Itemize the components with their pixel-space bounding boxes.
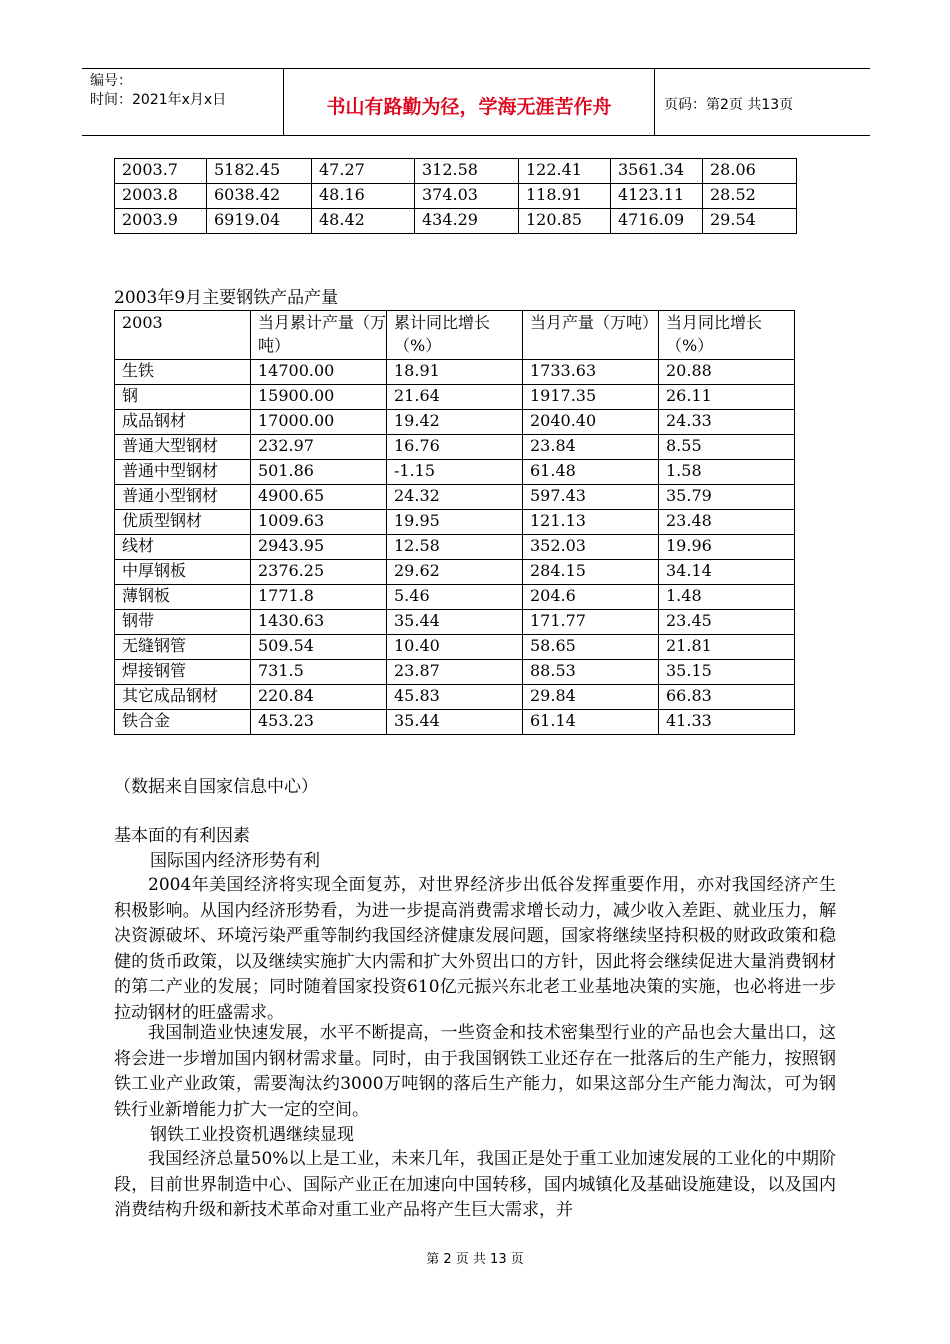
table-cell: 204.6 — [523, 585, 659, 610]
table-cell: 23.48 — [659, 510, 795, 535]
table-cell: 普通中型钢材 — [115, 460, 251, 485]
table-row — [115, 209, 797, 234]
table-cell: 41.33 — [659, 710, 795, 735]
table-cell: 4716.09 — [611, 209, 703, 234]
table-cell: 23.84 — [523, 435, 659, 460]
source-note: （数据来自国家信息中心） — [114, 777, 318, 797]
table-cell: 12.58 — [387, 535, 523, 560]
table-cell: 薄钢板 — [115, 585, 251, 610]
table-cell: 17000.00 — [251, 410, 387, 435]
table-cell: 5182.45 — [207, 159, 312, 184]
table-cell: 中厚钢板 — [115, 560, 251, 585]
table-cell: 58.65 — [523, 635, 659, 660]
table-cell: 1771.8 — [251, 585, 387, 610]
table-cell: 122.41 — [519, 159, 611, 184]
table-cell: 61.14 — [523, 710, 659, 735]
table-cell: 10.40 — [387, 635, 523, 660]
table-cell: 29.54 — [703, 209, 797, 234]
header-bottom-rule — [82, 135, 870, 136]
header-page-label: 页码：第2页 共13页 — [664, 97, 794, 113]
table-cell: 成品钢材 — [115, 410, 251, 435]
table-cell: 20.88 — [659, 360, 795, 385]
header-cell: 累计同比增长（%） — [387, 311, 523, 360]
table-cell: 121.13 — [523, 510, 659, 535]
steel-table-body — [115, 360, 795, 735]
table-cell: 4123.11 — [611, 184, 703, 209]
table-cell: 1733.63 — [523, 360, 659, 385]
table-cell: 29.62 — [387, 560, 523, 585]
table-cell: 88.53 — [523, 660, 659, 685]
monthly-data-table — [114, 158, 797, 234]
table-cell: 15900.00 — [251, 385, 387, 410]
table-cell: 284.15 — [523, 560, 659, 585]
table-cell: 120.85 — [519, 209, 611, 234]
table-cell: 5.46 — [387, 585, 523, 610]
table-row — [115, 410, 795, 435]
table-cell: 优质型钢材 — [115, 510, 251, 535]
table-cell: 普通大型钢材 — [115, 435, 251, 460]
table-cell: 4900.65 — [251, 485, 387, 510]
table-cell: 2003.9 — [115, 209, 207, 234]
table-cell: 其它成品钢材 — [115, 685, 251, 710]
table-row — [115, 710, 795, 735]
table-cell: 19.96 — [659, 535, 795, 560]
table-cell: 钢 — [115, 385, 251, 410]
table-row — [115, 485, 795, 510]
header-meta — [90, 72, 226, 110]
table-cell: 61.48 — [523, 460, 659, 485]
table-row — [115, 460, 795, 485]
table-cell: 66.83 — [659, 685, 795, 710]
table-row — [115, 685, 795, 710]
table-cell: 19.95 — [387, 510, 523, 535]
table-cell: 21.81 — [659, 635, 795, 660]
table-cell: 34.14 — [659, 560, 795, 585]
table-cell: 48.16 — [312, 184, 415, 209]
table-cell: 2003.8 — [115, 184, 207, 209]
table-cell: 35.15 — [659, 660, 795, 685]
table-cell: 14700.00 — [251, 360, 387, 385]
table-cell: -1.15 — [387, 460, 523, 485]
table-row — [115, 610, 795, 635]
doc-time-label: 时间：2021年x月x日 — [90, 92, 227, 108]
table-row — [115, 535, 795, 560]
table-cell: 731.5 — [251, 660, 387, 685]
table-cell: 35.44 — [387, 610, 523, 635]
table-cell: 501.86 — [251, 460, 387, 485]
table-row — [115, 560, 795, 585]
table-cell: 45.83 — [387, 685, 523, 710]
table-cell: 232.97 — [251, 435, 387, 460]
table-cell: 无缝钢管 — [115, 635, 251, 660]
table-cell: 1.48 — [659, 585, 795, 610]
page-footer: 第 2 页 共 13 页 — [426, 1252, 524, 1267]
table-cell: 生铁 — [115, 360, 251, 385]
table-cell: 21.64 — [387, 385, 523, 410]
section-title: 基本面的有利因素 — [114, 826, 250, 846]
table-cell: 24.32 — [387, 485, 523, 510]
table-cell: 47.27 — [312, 159, 415, 184]
header-cell: 当月同比增长（%） — [659, 311, 795, 360]
table-cell: 1009.63 — [251, 510, 387, 535]
table-cell: 19.42 — [387, 410, 523, 435]
paragraph-manufacturing: 我国制造业快速发展，水平不断提高，一些资金和技术密集型行业的产品也会大量出口，这将会进一步增加国内钢材需求量。同时，由于我国钢铁工业还存在一批落后的生产能力，按照钢铁工业产业政策，需要淘汰约3000万吨钢的落后生产能力，如果这部分生产能力淘汰，可为钢铁行业新增能力扩大一定的空间。 — [114, 1023, 836, 1120]
table-cell: 线材 — [115, 535, 251, 560]
header-top-rule — [82, 68, 870, 69]
table-cell: 453.23 — [251, 710, 387, 735]
doc-number-label: 编号： — [90, 73, 132, 89]
table-cell: 509.54 — [251, 635, 387, 660]
table-cell: 352.03 — [523, 535, 659, 560]
subtitle-economy: 国际国内经济形势有利 — [150, 851, 320, 871]
table-row — [115, 435, 795, 460]
table-row — [115, 660, 795, 685]
table-row — [115, 585, 795, 610]
table-row — [115, 385, 795, 410]
header-divider-right — [654, 69, 655, 135]
paragraph-economy: 2004年美国经济将实现全面复苏，对世界经济步出低谷发挥重要作用，亦对我国经济产生积极影响。从国内经济形势看，为进一步提高消费需求增长动力，减少收入差距、就业压力，解决资源破坏、环境污染严重等制约我国经济健康发展问题，国家将继续坚持积极的财政政策和稳健的货币政策，以及继续实施扩大内需和扩大外贸出口的方针，因此将会继续促进大量消费钢材的第二产业的发展；同时随着国家投资610亿元振兴东北老工业基地决策的实施，也必将进一步拉动钢材的旺盛需求。 — [114, 875, 836, 1023]
table-cell: 29.84 — [523, 685, 659, 710]
table-cell: 48.42 — [312, 209, 415, 234]
table-cell: 28.52 — [703, 184, 797, 209]
table-row — [115, 360, 795, 385]
table-cell: 普通小型钢材 — [115, 485, 251, 510]
table-cell: 2943.95 — [251, 535, 387, 560]
header-motto: 书山有路勤为径，学海无涯苦作舟 — [326, 96, 612, 118]
table-cell: 312.58 — [415, 159, 519, 184]
table-cell: 434.29 — [415, 209, 519, 234]
table-row — [115, 184, 797, 209]
table-cell: 35.79 — [659, 485, 795, 510]
table-cell: 2376.25 — [251, 560, 387, 585]
table-header-row — [115, 311, 795, 360]
table-cell: 焊接钢管 — [115, 660, 251, 685]
paragraph-investment: 我国经济总量50%以上是工业，未来几年，我国正是处于重工业加速发展的工业化的中期阶段，目前世界制造中心、国际产业正在加速向中国转移，国内城镇化及基础设施建设，以及国内消费结构升级和新技术革命对重工业产品将产生巨大需求，并 — [114, 1149, 836, 1220]
table-row — [115, 635, 795, 660]
table-cell: 18.91 — [387, 360, 523, 385]
table-cell: 16.76 — [387, 435, 523, 460]
table-cell: 3561.34 — [611, 159, 703, 184]
table-cell: 1.58 — [659, 460, 795, 485]
table-cell: 24.33 — [659, 410, 795, 435]
table-cell: 26.11 — [659, 385, 795, 410]
table-cell: 23.87 — [387, 660, 523, 685]
header-cell: 2003 — [115, 311, 251, 360]
table-row — [115, 159, 797, 184]
table-cell: 钢带 — [115, 610, 251, 635]
header-cell: 当月产量（万吨） — [523, 311, 659, 360]
table-cell: 2040.40 — [523, 410, 659, 435]
table-cell: 23.45 — [659, 610, 795, 635]
table-cell: 1430.63 — [251, 610, 387, 635]
steel-output-table — [114, 310, 795, 735]
table-cell: 2003.7 — [115, 159, 207, 184]
table-row — [115, 510, 795, 535]
table-cell: 铁合金 — [115, 710, 251, 735]
table-cell: 220.84 — [251, 685, 387, 710]
monthly-table-body — [115, 159, 797, 234]
table-cell: 118.91 — [519, 184, 611, 209]
table-cell: 6919.04 — [207, 209, 312, 234]
table-cell: 35.44 — [387, 710, 523, 735]
table-cell: 374.03 — [415, 184, 519, 209]
subtitle-investment: 钢铁工业投资机遇继续显现 — [150, 1125, 354, 1145]
table-cell: 171.77 — [523, 610, 659, 635]
table-cell: 597.43 — [523, 485, 659, 510]
table-cell: 8.55 — [659, 435, 795, 460]
table-cell: 1917.35 — [523, 385, 659, 410]
table-cell: 6038.42 — [207, 184, 312, 209]
header-cell: 当月累计产量（万吨） — [251, 311, 387, 360]
table-cell: 28.06 — [703, 159, 797, 184]
table-caption: 2003年9月主要钢铁产品产量 — [114, 288, 339, 308]
